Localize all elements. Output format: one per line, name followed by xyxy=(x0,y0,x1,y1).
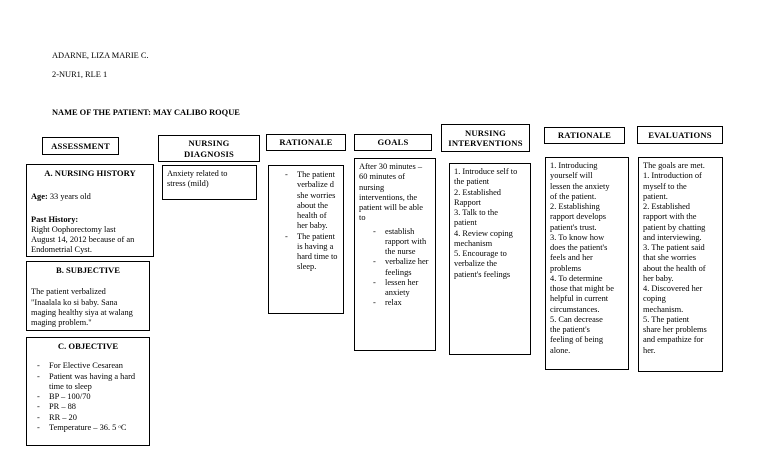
header-nursing-diagnosis-label: NURSING DIAGNOSIS xyxy=(183,138,235,159)
header-nursing-diagnosis xyxy=(158,135,260,162)
goals-list xyxy=(359,227,431,309)
header-goals-label: GOALS xyxy=(377,137,409,148)
past-history-text: Right Oophorectomy last August 14, 2012 because of an Endometrial Cyst. xyxy=(31,224,135,255)
goals-box xyxy=(354,158,436,351)
header-evaluations-label: EVALUATIONS xyxy=(648,129,712,140)
age-line xyxy=(31,192,149,202)
objective-item: - For Elective Cesarean xyxy=(35,361,145,371)
header-rationale-2-label: RATIONALE xyxy=(557,130,612,141)
goal-item: - verbalize her feelings xyxy=(371,257,431,278)
header-rationale-1-label: RATIONALE xyxy=(279,137,333,148)
evaluations-box: The goals are met. 1. Introduction of myself to the patient. 2. Established rapport with the patient by chatting and interviewing. 3. The patient said that she worries about the health of her baby. 4. Discovered her coping mechanism. 5. The patient share her problems and empathize for her. xyxy=(638,157,723,372)
header-rationale-2 xyxy=(544,127,625,144)
objective-list xyxy=(31,361,145,433)
header-nursing-interventions xyxy=(441,124,530,152)
goal-item: - establish rapport with the nurse xyxy=(371,227,431,258)
interventions-box: 1. Introduce self to the patient 2. Established Rapport 3. Talk to the patient 4. Review coping mechanism 5. Encourage to verbalize the patient's feelings xyxy=(449,163,531,355)
header-goals xyxy=(354,134,432,151)
goal-item: - lessen her anxiety xyxy=(371,278,431,299)
header-rationale-1 xyxy=(266,134,346,151)
goals-intro: After 30 minutes – 60 minutes of nursing interventions, the patient will be able to xyxy=(359,162,423,223)
student-name: ADARNE, LIZA MARIE C. xyxy=(52,51,149,60)
objective-item: - PR – 88 xyxy=(35,402,145,412)
goal-item: - relax xyxy=(371,298,431,308)
header-assessment xyxy=(42,137,119,155)
objective-item: - BP – 100/70 xyxy=(35,392,145,402)
header-evaluations xyxy=(637,126,723,144)
objective-item: - Temperature – 36. 5 ᵒC xyxy=(35,423,145,433)
rationale-1-item: - The patient verbalize d she worries about the health of her baby. xyxy=(283,170,339,232)
rationale-2-box: 1. Introducing yourself will lessen the anxiety of the patient. 2. Establishing rapport develops patient's trust. 3. To know how does the patient's feels and her problems 4. To determine those that might be helpful in current circumstances. 5. Can decrease the patient's feeling of being alone. xyxy=(545,157,629,370)
objective-item: - Patient was having a hard time to sleep xyxy=(35,372,145,393)
patient-name-line: NAME OF THE PATIENT: MAY CALIBO ROQUE xyxy=(52,108,240,117)
rationale-1-item: - The patient is having a hard time to sleep. xyxy=(283,232,339,273)
past-history-label: Past History: xyxy=(31,214,79,224)
subjective-text: The patient verbalized "Inaalala ko si baby. Sana maging healthy siya at walang maging problem." xyxy=(31,287,133,328)
objective-title: C. OBJECTIVE xyxy=(57,341,119,351)
student-section: 2-NUR1, RLE 1 xyxy=(52,70,108,79)
age-value: 33 years old xyxy=(47,192,91,202)
nursing-history-box xyxy=(26,164,154,257)
diagnosis-box: Anxiety related to stress (mild) xyxy=(162,165,257,200)
age-label: Age: xyxy=(31,192,48,202)
nursing-history-title: A. NURSING HISTORY xyxy=(44,168,136,178)
objective-box xyxy=(26,337,150,446)
header-nursing-interventions-label: NURSING INTERVENTIONS xyxy=(448,127,523,148)
subjective-box xyxy=(26,261,150,331)
subjective-title: B. SUBJECTIVE xyxy=(56,265,120,275)
rationale-1-box xyxy=(268,165,344,314)
objective-item: - RR – 20 xyxy=(35,413,145,423)
rationale-1-list xyxy=(283,170,339,273)
header-assessment-label: ASSESSMENT xyxy=(51,140,110,151)
